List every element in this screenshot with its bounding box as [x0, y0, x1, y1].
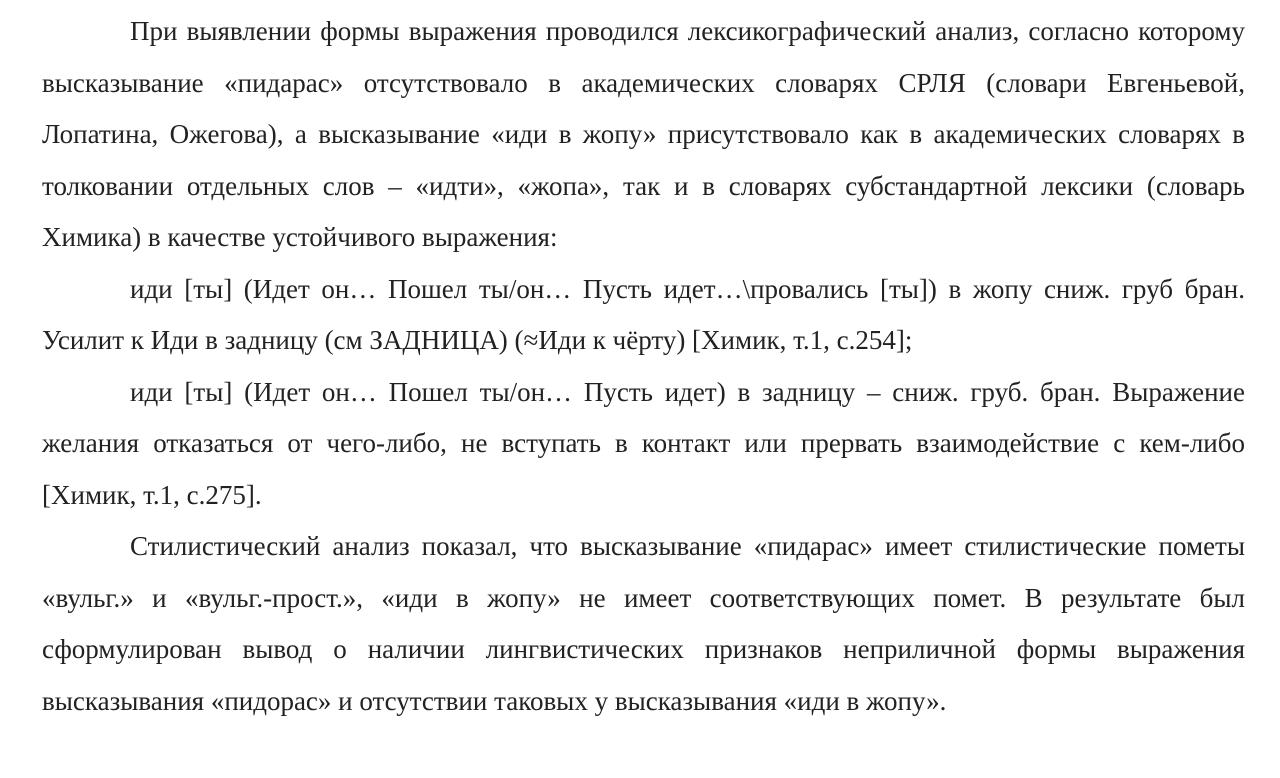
document-body: [42, 6, 1245, 727]
paragraph-dictionary-entry-2: иди [ты] (Идет он… Пошел ты/он… Пусть идет) в задницу – сниж. груб. бран. Выражение желания отказаться от чего-либо, не вступать в контакт или прервать взаимодействие с кем-либо [Химик, т.1, с.275].: [42, 376, 1245, 510]
paragraph-lexicographic-analysis: При выявлении формы выражения проводился лексикографический анализ, согласно которому высказывание «пидарас» отсутствовало в академических словарях СРЛЯ (словари Евгеньевой, Лопатина, Ожегова), а высказывание «иди в жопу» присутствовало как в академических словарях в толковании отдельных слов – «идти», «жопа», так и в словарях субстандартной лексики (словарь Химика) в качестве устойчивого выражения:: [42, 16, 1245, 252]
paragraph-dictionary-entry-1: иди [ты] (Идет он… Пошел ты/он… Пусть идет…\провались [ты]) в жопу сниж. груб бран. Усилит к Иди в задницу (см ЗАДНИЦА) (≈Иди к чёрту) [Химик, т.1, с.254];: [42, 273, 1245, 355]
paragraph-stylistic-analysis: Стилистический анализ показал, что высказывание «пидарас» имеет стилистические пометы «вульг.» и «вульг.-прост.», «иди в жопу» не имеет соответствующих помет. В результате был сформулирован вывод о наличии лингвистических признаков неприличной формы выражения высказывания «пидорас» и отсутствии таковых у высказывания «иди в жопу».: [42, 531, 1245, 716]
